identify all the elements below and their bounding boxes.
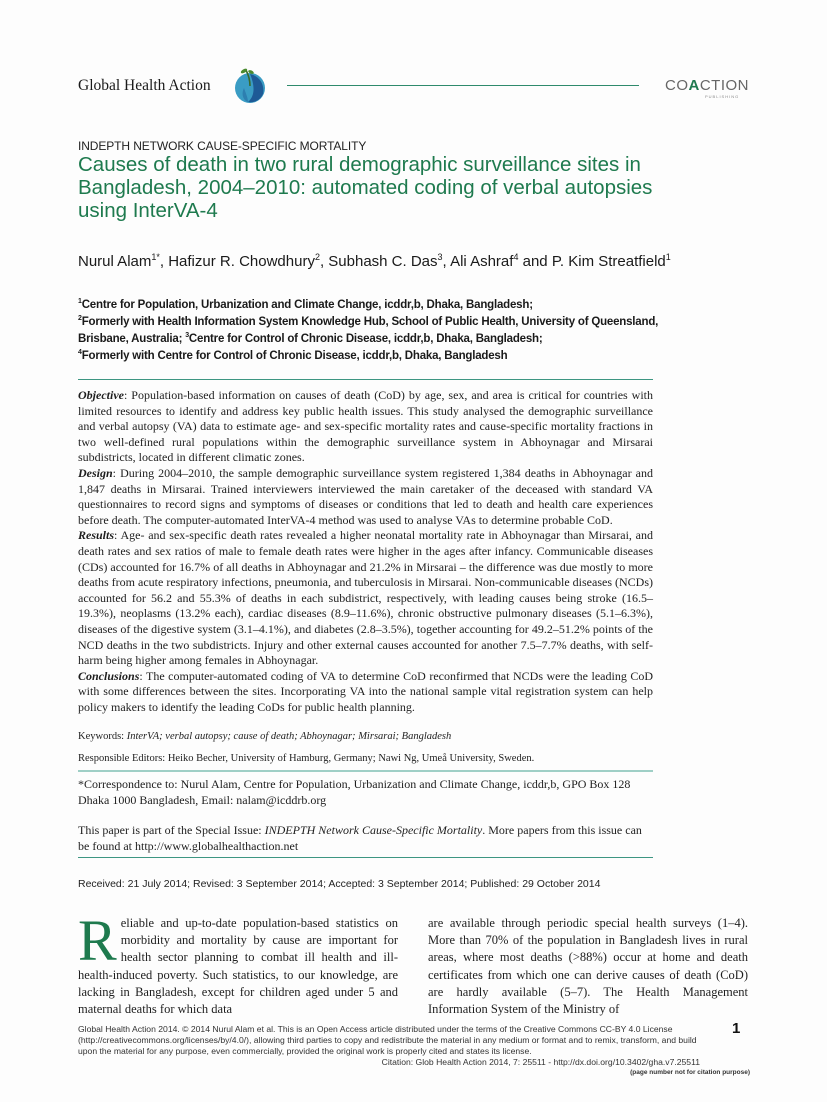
author-name: Hafizur R. Chowdhury [168,253,315,270]
affiliation-marker: 4 [78,349,82,357]
affiliation-marker: 3 [185,332,189,340]
affiliation-text: Formerly with Centre for Control of Chronic Disease, icddr,b, Dhaka, Bangladesh [81,349,508,362]
journal-name: Global Health Action [78,77,211,94]
abstract-objective [78,388,653,466]
affiliations [78,295,678,363]
abstract-design [78,466,653,528]
publisher-logo-part: CTION [699,77,750,94]
publication-dates: Received: 21 July 2014; Revised: 3 September 2014; Accepted: 3 September 2014; Published: 29 October 2014 [78,878,601,890]
author-name: Ali Ashraf [450,253,514,270]
affiliation-text: Formerly with Health Information System Knowledge Hub, School of Public Health, University of Queensland, Brisbane, Australia; [78,315,659,345]
editors-divider [78,770,653,772]
citation: Citation: Glob Health Action 2014, 7: 25511 - http://dx.doi.org/10.3402/gha.v7.25511 [381,1057,700,1067]
header-divider [287,85,639,86]
design-label: Design [78,465,113,480]
responsible-editors: Responsible Editors: Heiko Becher, University of Hamburg, Germany; Nawi Ng, Umeå University, Sweden. [78,753,535,764]
drop-cap: R [78,908,117,973]
publisher-subtitle: PUBLISHING [705,94,740,99]
abstract [78,388,653,715]
abstract-top-divider [78,379,653,380]
body-text-1: eliable and up-to-date population-based statistics on morbidity and mortality by cause are important for health sector planning to combat ill health and ill-health-induced poverty. Such statistics, to our knowledge, are lacking in Bangladesh, except for children aged under 5 and maternal deaths for which data [78,916,398,1017]
abstract-conclusions [78,669,653,716]
publisher-logo [665,77,749,94]
design-text: : During 2004–2010, the sample demographic surveillance system registered 1,384 deaths in Abhoynagar and 1,847 deaths in Mirsarai. Trained interviewers interviewed the main caretaker of the deceased with standard VA questionnaires to record signs and symptoms of diseases or conditions that led to death and health care experiences before death. The computer-automated InterVA-4 method was used to analyse VAs to determine probable CoD. [78,465,653,527]
author-separator: , [442,253,451,270]
special-issue-divider [78,857,653,858]
conclusions-text: : The computer-automated coding of VA to determine CoD reconfirmed that NCDs were the leading CoD with some differences between the sites. Incorporating VA into the national sample vital registration system can help policy makers to identify the leading CoDs for public health planning. [78,668,653,714]
affiliation-text: Centre for Population, Urbanization and Climate Change, icddr,b, Dhaka, Bangladesh; [81,298,533,311]
author-affil-marker: 1* [151,252,160,262]
globe-hands-sprout-icon [233,66,267,104]
keyword: Bangladesh [401,731,452,742]
author-affil-marker: 4 [513,252,519,262]
section-label: INDEPTH NETWORK CAUSE-SPECIFIC MORTALITY [78,139,367,153]
body-column-1 [78,908,398,1018]
abstract-results [78,528,653,668]
author-separator: , [159,253,169,270]
keyword: Abhoynagar; [300,731,359,742]
special-issue-post: . More papers from this issue can be found at http://www.globalhealthaction.net [78,823,642,853]
author-separator: , [319,253,329,270]
objective-text: : Population-based information on causes of death (CoD) by age, sex, and area is critical for countries with limited resources to identify and address key public health issues. This study analysed the demographic surveillance and verbal autopsy (VA) data to estimate age- and sex-specific mortality rates and cause-specific mortality fractions in two well-defined rural populations within the demographic surveillance system in Abhoynagar and Mirsarai subdistricts, located in different climatic zones. [78,388,653,465]
keywords-label: Keywords: [78,731,127,742]
special-issue-name: INDEPTH Network Cause-Specific Mortality [264,823,483,837]
author-list [78,248,678,271]
affiliation-text: Centre for Control of Chronic Disease, icddr,b, Dhaka, Bangladesh; [188,332,543,345]
page-number-note: (page number not for citation purpose) [630,1069,750,1076]
author-separator: and [518,253,552,270]
affiliation-marker: 1 [78,298,82,305]
special-issue-note [78,823,653,854]
author-name: Nurul Alam [78,253,152,270]
keywords [78,731,653,742]
publisher-logo-accent: A [688,77,700,94]
keyword: verbal autopsy; [165,731,234,742]
body-column-2: are available through periodic special health surveys (1–4). More than 70% of the population in Bangladesh lives in rural areas, where most deaths (>88%) occur at home and death certificates from which one can derive causes of death (CoD) are hardly available (5–7). The Health Management Information System of the Ministry of [428,916,748,1017]
page-number: 1 [732,1020,741,1037]
results-label: Results [78,528,115,543]
author-affil-marker: 2 [314,252,320,262]
keywords-list [127,731,452,742]
author-name: P. Kim Streatfield [551,253,666,270]
keyword: Mirsarai; [358,731,402,742]
correspondence: *Correspondence to: Nurul Alam, Centre for Population, Urbanization and Climate Change, icddr,b, GPO Box 128 Dhaka 1000 Bangladesh, Email: nalam@icddrb.org [78,777,631,807]
license-note: Global Health Action 2014. © 2014 Nurul Alam et al. This is an Open Access article distributed under the terms of the Creative Commons CC-BY 4.0 License (http://creativecommons.org/licenses/by/4.0/), allowing third parties to copy and redistribute the material in any medium or format and to remix, transform, and build upon the material for any purpose, even commercially, provided the original work is properly cited and states its license. [78,1024,697,1056]
special-issue-pre: This paper is part of the Special Issue: [78,823,265,837]
author-affil-marker: 3 [437,252,443,262]
keyword: InterVA; [126,731,166,742]
results-text: : Age- and sex-specific death rates revealed a higher neonatal mortality rate in Abhoynagar than Mirsarai, and death rates and sex ratios of male to female death rates were higher in the ages after infancy. Communicable diseases (CDs) accounted for 16.7% of all deaths in Abhoynagar and 21.2% in Mirsarai – the difference was due mostly to more deaths from acute respiratory infections, pneumonia, and tuberculosis in Mirsarai. Non-communicable diseases (NCDs) accounted for 56.2 and 55.3% of deaths in each subdistrict, respectively, with leading causes being stroke (16.5–19.3%), neoplasms (13.2% each), cardiac diseases (8.9–11.6%), chronic obstructive pulmonary diseases (5.1–6.3%), diseases of the digestive system (3.1–4.1%), and diabetes (2.8–3.5%), together accounting for 49.2–51.2% points of the NCD deaths in the two subdistricts. Injury and other external causes accounted for another 7.5–7.7% deaths, with self-harm being higher among females in Abhoynagar. [78,528,653,668]
author-name: Subhash C. Das [328,253,438,270]
conclusions-label: Conclusions [78,668,140,683]
article-title: Causes of death in two rural demographic surveillance sites in Bangladesh, 2004–2010: automated coding of verbal autopsies using InterVA-4 [78,153,653,222]
author-affil-marker: 1 [665,252,671,262]
objective-label: Objective [78,388,124,402]
affiliation-marker: 2 [78,315,82,323]
keyword: cause of death; [233,731,301,742]
publisher-logo-part: CO [665,77,689,94]
